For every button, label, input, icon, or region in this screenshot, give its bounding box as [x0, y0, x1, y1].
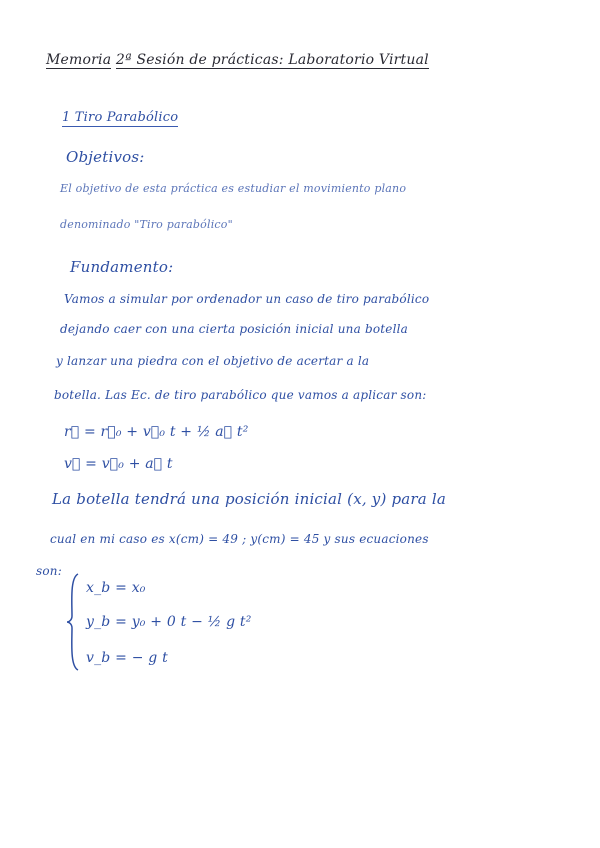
botella-line: son: — [36, 564, 62, 578]
fundamento-line: y lanzar una piedra con el objetivo de acertar a la — [56, 354, 370, 368]
fundamento-line: Vamos a simular por ordenador un caso de tiro parabólico — [64, 292, 430, 306]
equation-position: r⃗ = r⃗₀ + v⃗₀ t + ½ a⃗ t² — [64, 424, 249, 440]
fundamento-line: botella. Las Ec. de tiro parabólico que vamos a aplicar son: — [54, 388, 427, 402]
equation-velocity: v⃗ = v⃗₀ + a⃗ t — [64, 456, 173, 472]
system-eq-x: x_b = x₀ — [86, 580, 146, 596]
fundamento-line: dejando caer con una cierta posición inicial una botella — [60, 322, 409, 336]
botella-line: cual en mi caso es x(cm) = 49 ; y(cm) = 45 y sus ecuaciones — [50, 532, 429, 546]
objectives-line: El objetivo de esta práctica es estudiar el movimiento plano — [60, 182, 407, 195]
objectives-heading: Objetivos: — [66, 148, 145, 166]
section-heading: 1 Tiro Parabólico — [62, 110, 179, 125]
system-eq-y: y_b = y₀ + 0 t − ½ g t² — [86, 614, 252, 630]
objectives-line: denominado "Tiro parabólico" — [60, 218, 233, 231]
fundamento-heading: Fundamento: — [70, 258, 174, 276]
botella-line: La botella tendrá una posición inicial (x, y) para la — [52, 490, 447, 508]
document-title — [46, 52, 429, 68]
title-session: 2ª Sesión de prácticas — [115, 52, 279, 68]
system-eq-v: v_b = − g t — [86, 650, 168, 666]
title-lab: : Laboratorio Virtual — [278, 52, 429, 68]
system-brace — [66, 572, 80, 672]
title-memoria: Memoria — [46, 52, 112, 68]
